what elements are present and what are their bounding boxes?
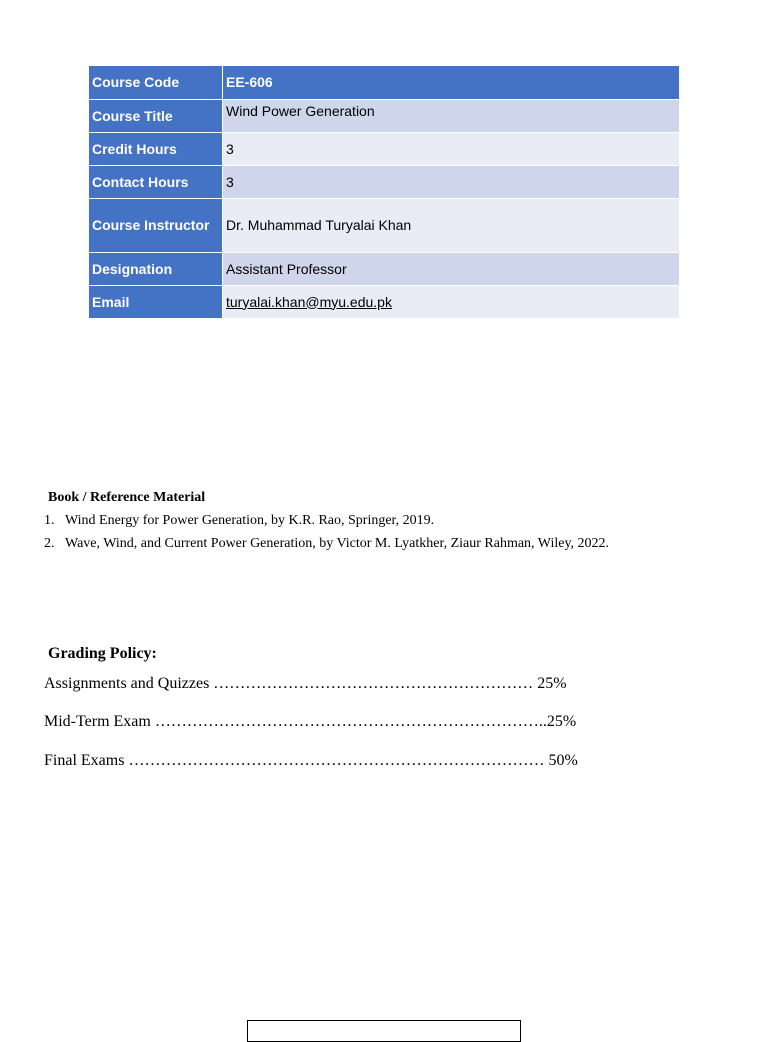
course-code-row (89, 66, 679, 99)
designation-row (89, 252, 679, 285)
course-code-label: Course Code (89, 66, 223, 99)
contact-hours-value: 3 (223, 165, 680, 198)
reference-number: 1. (44, 513, 55, 528)
email-row (89, 285, 679, 318)
reference-text: Wave, Wind, and Current Power Generation, by Victor M. Lyatkher, Ziaur Rahman, Wiley, 2022. (65, 536, 610, 551)
reference-number: 2. (44, 536, 55, 551)
email-label: Email (89, 285, 223, 318)
credit-hours-value: 3 (223, 132, 680, 165)
contact-hours-label: Contact Hours (89, 165, 223, 198)
course-instructor-label: Course Instructor (89, 198, 223, 252)
designation-label: Designation (89, 252, 223, 285)
credit-hours-label: Credit Hours (89, 132, 223, 165)
email-link[interactable]: turyalai.khan@myu.edu.pk (226, 293, 392, 310)
grading-item-midterm: Mid-Term Exam ………………………………………………………………..25% (44, 713, 577, 730)
grading-policy-heading: Grading Policy: (48, 645, 157, 662)
course-instructor-row (89, 198, 679, 252)
reference-text: Wind Energy for Power Generation, by K.R. Rao, Springer, 2019. (65, 513, 435, 528)
page-footer-box (247, 1020, 521, 1042)
email-value-cell (223, 285, 680, 318)
references-heading: Book / Reference Material (48, 490, 206, 505)
reference-item (44, 513, 434, 529)
course-title-label: Course Title (89, 99, 223, 132)
grading-item-assignments: Assignments and Quizzes …………………………………………………… 25% (44, 675, 567, 692)
course-info-table (89, 66, 679, 319)
course-title-value: Wind Power Generation (223, 99, 680, 132)
course-instructor-value: Dr. Muhammad Turyalai Khan (223, 198, 680, 252)
grading-item-final: Final Exams …………………………………………………………………… 50% (44, 752, 578, 769)
reference-item (44, 536, 609, 552)
designation-value: Assistant Professor (223, 252, 680, 285)
course-code-value: EE-606 (223, 66, 680, 99)
credit-hours-row (89, 132, 679, 165)
contact-hours-row (89, 165, 679, 198)
course-title-row (89, 99, 679, 132)
